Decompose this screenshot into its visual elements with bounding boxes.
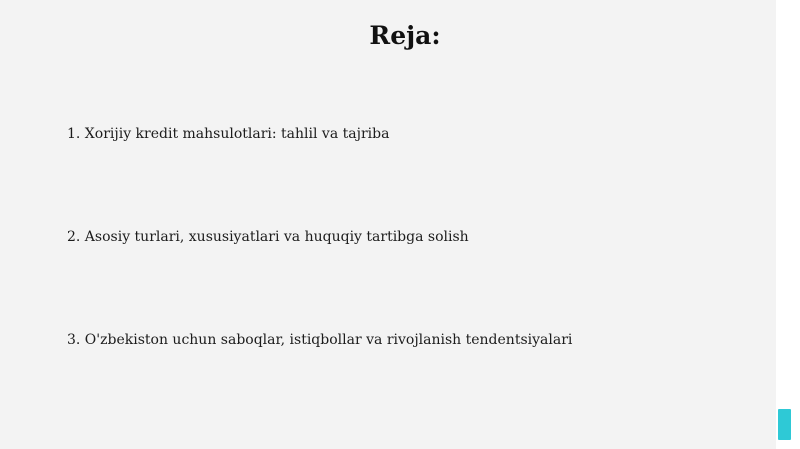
slide-title: Reja:: [369, 21, 441, 50]
plan-item-3: 3. O'zbekiston uchun saboqlar, istiqbollar va rivojlanish tendentsiyalari: [67, 332, 573, 348]
plan-item-2: 2. Asosiy turlari, xususiyatlari va huquqiy tartibga solish: [67, 229, 469, 245]
scrollbar-track[interactable]: [776, 0, 800, 449]
scrollbar-thumb[interactable]: [778, 409, 791, 440]
plan-item-1: 1. Xorijiy kredit mahsulotlari: tahlil va tajriba: [67, 126, 390, 142]
